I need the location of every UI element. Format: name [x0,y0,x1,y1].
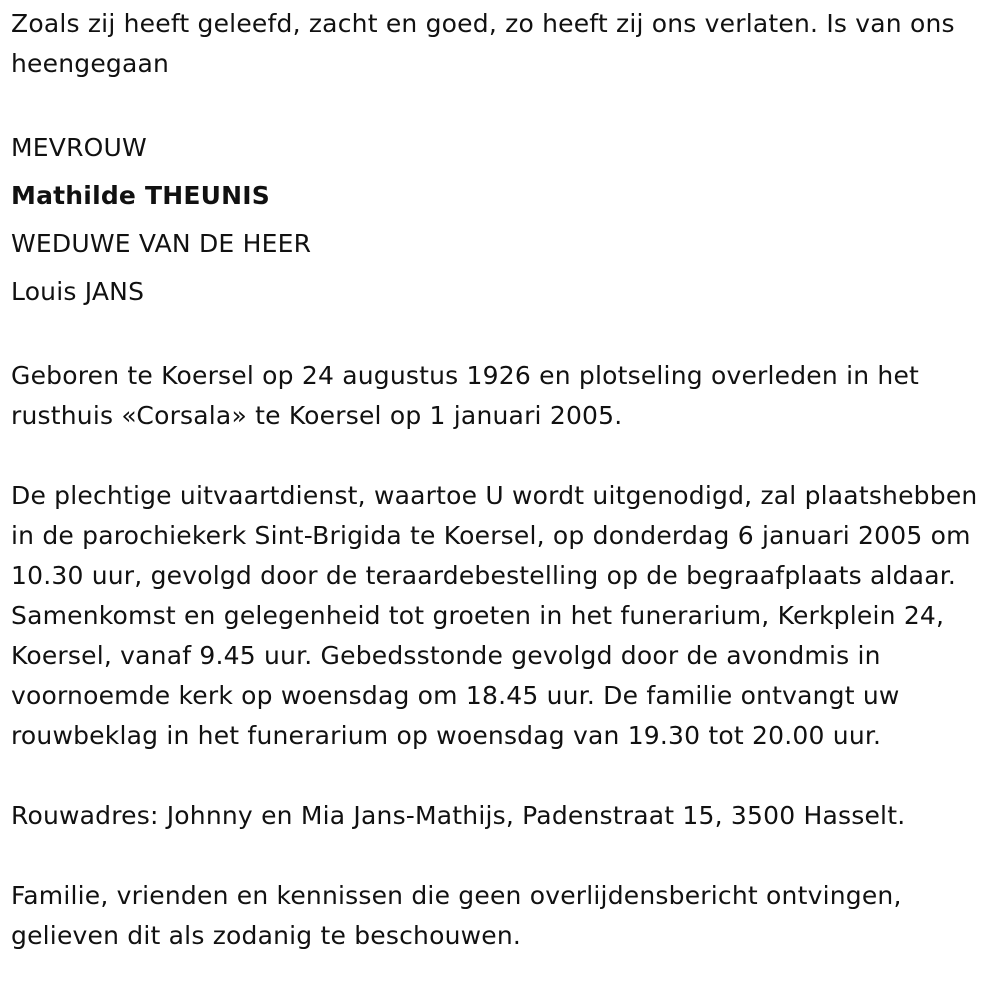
title-text: MEVROUW [11,133,147,162]
spacer [11,836,991,876]
spouse-name: Louis JANS [11,277,145,306]
spacer [11,84,991,124]
intro-text: Zoals zij heeft geleefd, zacht en goed, zo heeft zij ons verlaten. Is van ons heengegaan [11,9,955,78]
spacer [11,436,991,476]
relation-text: WEDUWE VAN DE HEER [11,229,312,258]
spacer [11,316,991,356]
birth-death-text: Geboren te Koersel op 24 augustus 1926 en plotseling overleden in het rusthuis «Corsala» te Koersel op 1 januari 2005. [11,361,920,430]
address-text: Rouwadres: Johnny en Mia Jans-Mathijs, Padenstraat 15, 3500 Hasselt. [11,801,906,830]
spacer [11,756,991,796]
deceased-name: Mathilde THEUNIS [11,181,270,210]
death-notice [11,4,991,956]
service-text: De plechtige uitvaartdienst, waartoe U wordt uitgenodigd, zal plaatshebben in de parochiekerk Sint-Brigida te Koersel, op donderdag 6 januari 2005 om 10.30 uur, gevolgd door de teraardebestelling op de begraafplaats aldaar. Samenkomst en gelegenheid tot groeten in het funerarium, Kerkplein 24, Koersel, vanaf 9.45 uur. Gebedsstonde gevolgd door de avondmis in voornoemde kerk op woensdag om 18.45 uur. De familie ontvangt uw rouwbeklag in het funerarium op woensdag van 19.30 tot 20.00 uur. [11,481,978,750]
closing-text: Familie, vrienden en kennissen die geen overlijdensbericht ontvingen, gelieven dit als zodanig te beschouwen. [11,881,902,950]
